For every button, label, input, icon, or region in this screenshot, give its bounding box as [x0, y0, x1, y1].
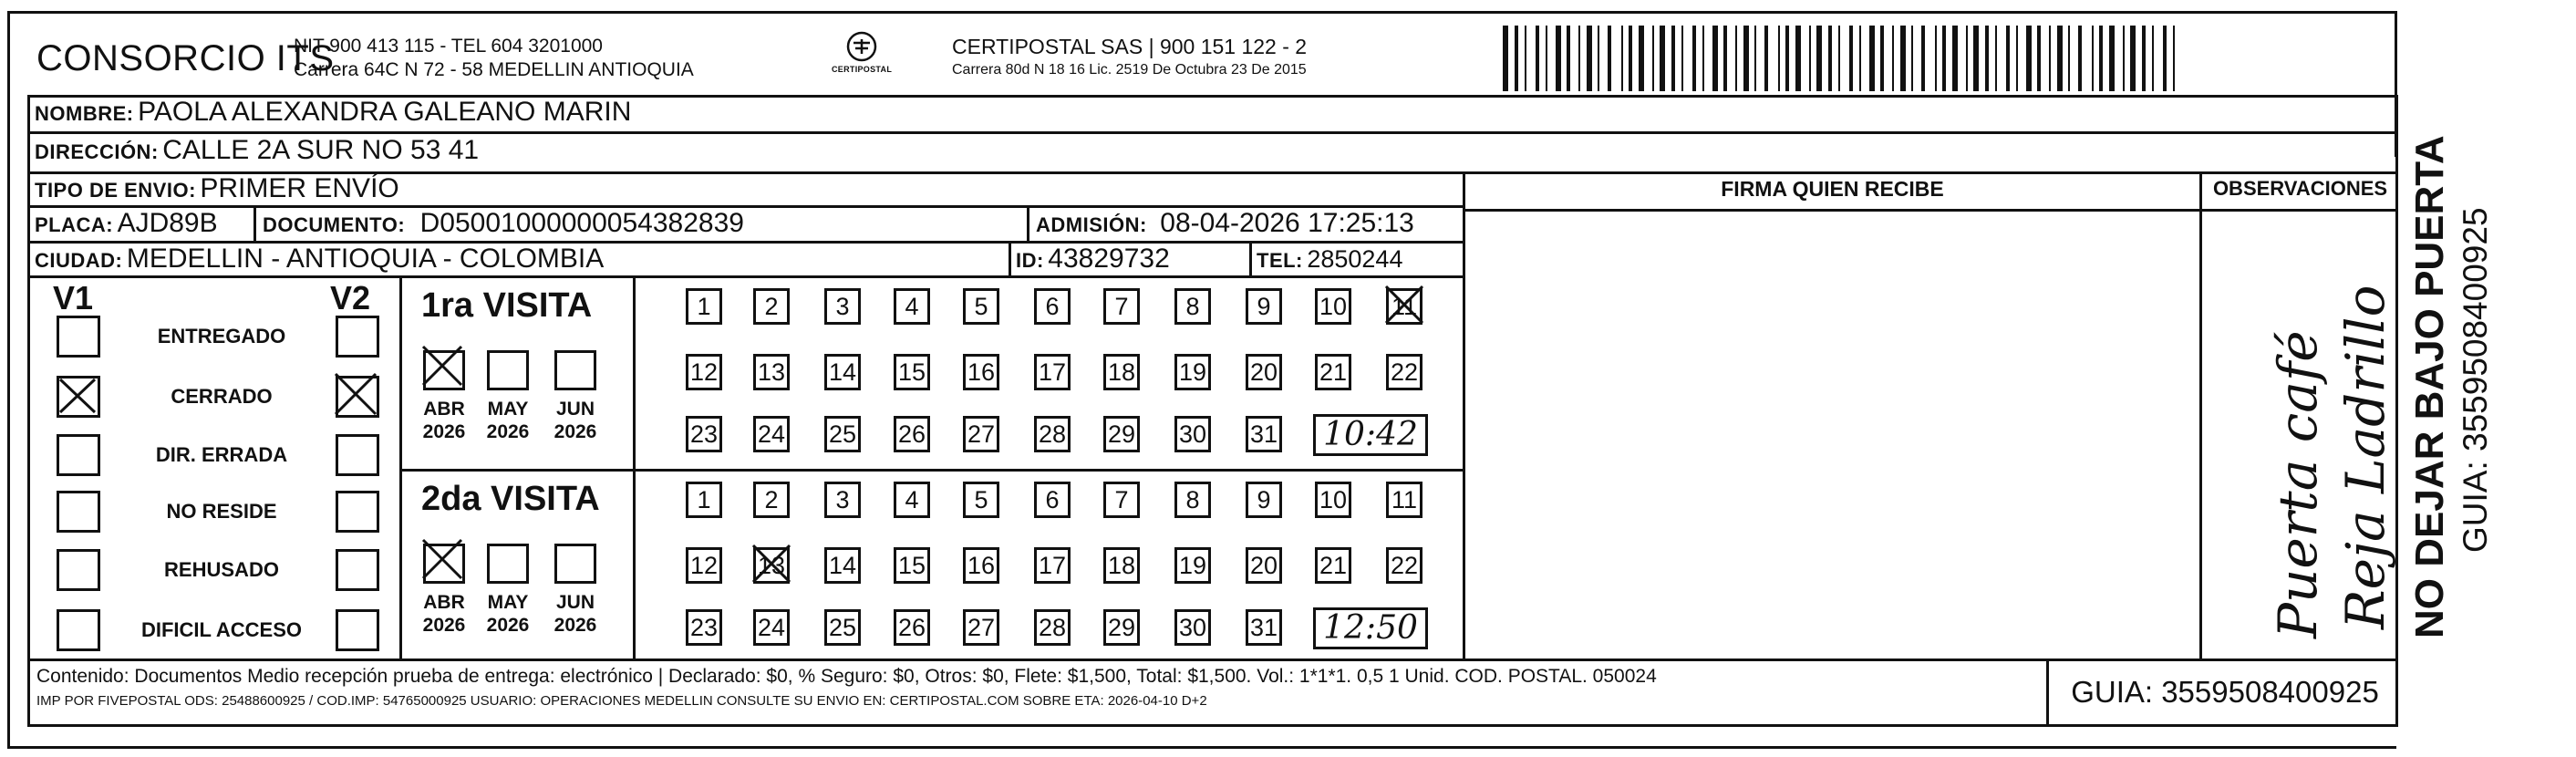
v2-checkbox[interactable] [336, 491, 379, 533]
barcode-bar [1515, 26, 1518, 91]
day-box[interactable]: 21 [1315, 547, 1351, 584]
barcode-bar [1849, 26, 1853, 91]
company-nit-tel: NIT 900 413 115 - TEL 604 3201000 [294, 36, 603, 57]
footer-imp: IMP POR FIVEPOSTAL ODS: 25488600925 / COD.IMP: 54765000925 USUARIO: OPERACIONES MEDELLIN CONSULTE SU ENVIO EN: CERTIPOSTAL.COM SOBRE ETA: 2026-04-10 D+2 [36, 693, 1207, 709]
day-box[interactable]: 26 [894, 609, 930, 646]
document-label: DOCUMENTO: [263, 213, 406, 236]
month-label [476, 398, 540, 443]
day-box[interactable]: 17 [1034, 354, 1071, 390]
day-check-mark [1384, 285, 1424, 325]
barcode-bar [1973, 26, 1979, 91]
day-box[interactable]: 10 [1315, 482, 1351, 518]
plate-label: PLACA: [35, 213, 114, 236]
v2-check-mark [334, 372, 378, 416]
rule-footer-guide [2046, 658, 2049, 727]
day-box[interactable]: 7 [1103, 482, 1140, 518]
visit-time-box[interactable]: 12:50 [1313, 607, 1428, 649]
name-label: NOMBRE: [35, 102, 134, 125]
barcode-bar [1952, 26, 1958, 91]
barcode-bar [2057, 26, 2063, 91]
company-address: Carrera 64C N 72 - 58 MEDELLIN ANTIOQUIA [294, 59, 694, 80]
barcode-bar [1816, 26, 1822, 91]
rule-admission [1027, 205, 1029, 241]
rule-id [1009, 241, 1011, 275]
v1-checkbox[interactable] [57, 434, 100, 476]
address-value: CALLE 2A SUR NO 53 41 [162, 135, 480, 165]
month-year: 2026 [422, 421, 466, 442]
barcode-bar [1629, 26, 1632, 91]
certipostal-logo-icon [843, 31, 880, 62]
day-box[interactable]: 8 [1174, 288, 1211, 325]
day-box[interactable]: 14 [824, 354, 861, 390]
city-label: CIUDAD: [35, 249, 123, 272]
month-label [543, 591, 607, 637]
name-row [35, 97, 631, 128]
barcode-bar [2173, 26, 2175, 91]
day-box[interactable]: 1 [686, 482, 722, 518]
barcode-bar [1639, 26, 1644, 91]
barcode-bar [1587, 26, 1592, 91]
month-label [543, 398, 607, 443]
rule-visits [399, 275, 402, 658]
handwritten-note-2: Reja Ladrillo [2334, 285, 2396, 629]
barcode-bar [1966, 26, 1968, 91]
v2-checkbox[interactable] [336, 316, 379, 358]
month-name: MAY [487, 399, 529, 420]
day-box[interactable]: 29 [1103, 416, 1140, 452]
month-name: MAY [487, 592, 529, 613]
month-label [412, 591, 476, 637]
day-box[interactable]: 24 [753, 609, 790, 646]
day-box[interactable]: 29 [1103, 609, 1140, 646]
address-row [35, 135, 479, 166]
status-option-label: CERRADO [171, 385, 273, 408]
day-box[interactable]: 6 [1034, 482, 1071, 518]
tel-row [1257, 245, 1402, 274]
month-year: 2026 [486, 615, 530, 636]
barcode-bar [1785, 26, 1789, 91]
barcode-bar [1764, 26, 1768, 91]
day-box[interactable]: 19 [1174, 354, 1211, 390]
barcode-bar [2026, 26, 2032, 91]
send-type-row [35, 173, 399, 204]
status-option-label: REHUSADO [164, 558, 279, 581]
day-box[interactable]: 22 [1386, 547, 1422, 584]
company-name: CONSORCIO ITS [36, 38, 335, 78]
bottom-rule [7, 746, 2396, 749]
day-box[interactable]: 6 [1034, 288, 1071, 325]
barcode-bar [2152, 26, 2154, 91]
month-name: ABR [423, 592, 465, 613]
logo-caption: CERTIPOSTAL [832, 65, 893, 74]
day-box[interactable]: 20 [1246, 547, 1282, 584]
barcode-bar [1809, 26, 1811, 91]
month-year: 2026 [422, 615, 466, 636]
barcode-bar [2006, 26, 2010, 91]
barcode-bar [1935, 26, 1937, 91]
barcode-bar [2092, 26, 2094, 91]
admission-label: ADMISIÓN: [1036, 213, 1147, 236]
rule-row5 [27, 275, 1463, 278]
month-checkbox[interactable] [487, 544, 529, 584]
barcode-bar [1702, 26, 1704, 91]
barcode-bar [1578, 26, 1580, 91]
send-type-value: PRIMER ENVÍO [200, 173, 399, 203]
plate-value: AJD89B [117, 208, 218, 238]
day-box[interactable]: 5 [963, 288, 999, 325]
barcode-bar [2130, 26, 2136, 91]
month-checkbox[interactable] [487, 350, 529, 390]
certipostal-logo [832, 31, 892, 74]
day-box[interactable]: 12 [686, 547, 722, 584]
barcode-bar [1735, 26, 1737, 91]
day-box[interactable]: 28 [1034, 416, 1071, 452]
v1-check-mark [58, 378, 97, 414]
side-notice: NO DEJAR BAJO PUERTA [2407, 135, 2452, 638]
day-box[interactable]: 13 [753, 354, 790, 390]
barcode-bar [1692, 26, 1696, 91]
admission-row [1036, 208, 1414, 239]
day-box[interactable]: 18 [1103, 547, 1140, 584]
barcode-bar [1778, 26, 1780, 91]
day-box[interactable]: 31 [1246, 416, 1282, 452]
barcode-bar [1828, 26, 1832, 91]
day-box[interactable]: 23 [686, 416, 722, 452]
month-label [412, 398, 476, 443]
month-name: JUN [555, 399, 595, 420]
barcode-bar [1660, 26, 1665, 91]
rule-visit-split [399, 469, 1463, 472]
day-box[interactable]: 2 [753, 482, 790, 518]
day-box[interactable]: 28 [1034, 609, 1071, 646]
day-box[interactable]: 16 [963, 547, 999, 584]
day-box[interactable]: 7 [1103, 288, 1140, 325]
barcode-bar [1921, 26, 1925, 91]
day-box[interactable]: 30 [1174, 609, 1211, 646]
v1-checkbox[interactable] [57, 609, 100, 651]
rule-row1 [27, 131, 2398, 134]
month-checkbox[interactable] [554, 544, 596, 584]
rule-tel [1249, 241, 1252, 275]
barcode-bar [1652, 26, 1654, 91]
barcode-bar [2109, 26, 2115, 91]
day-box[interactable]: 10 [1315, 288, 1351, 325]
day-box[interactable]: 9 [1246, 288, 1282, 325]
barcode-bar [2099, 26, 2103, 91]
day-box[interactable]: 3 [824, 288, 861, 325]
day-box[interactable]: 23 [686, 609, 722, 646]
id-row [1016, 244, 1170, 275]
barcode-bar [1671, 26, 1675, 91]
barcode-bar [1621, 26, 1623, 91]
city-row [35, 244, 604, 275]
day-box[interactable]: 21 [1315, 354, 1351, 390]
month-year: 2026 [553, 615, 597, 636]
barcode-bar [1681, 26, 1683, 91]
barcode-bar [1880, 26, 1884, 91]
day-box[interactable]: 13 [753, 547, 790, 584]
signature-header: FIRMA QUIEN RECIBE [1721, 177, 1944, 201]
day-box[interactable]: 19 [1174, 547, 1211, 584]
send-type-label: TIPO DE ENVIO: [35, 179, 196, 202]
day-box[interactable]: 25 [824, 609, 861, 646]
rule-plate [253, 205, 256, 241]
barcode-bar [1911, 26, 1913, 91]
day-box[interactable]: 27 [963, 416, 999, 452]
barcode-bar [2163, 26, 2167, 91]
courier-name: CERTIPOSTAL SAS | 900 151 122 - 2 [952, 35, 1308, 58]
visit-time-box[interactable]: 10:42 [1313, 414, 1428, 456]
day-box[interactable]: 11 [1386, 288, 1422, 325]
barcode-bar [1556, 26, 1561, 91]
day-box[interactable]: 14 [824, 547, 861, 584]
handwritten-note-1: Puerta café [2267, 330, 2329, 638]
day-box[interactable]: 16 [963, 354, 999, 390]
status-option-label: DIFICIL ACCESO [140, 618, 302, 641]
barcode-bar [1869, 26, 1875, 91]
barcode-bar [1598, 26, 1599, 91]
plate-row [35, 208, 218, 239]
visit-title: 2da VISITA [421, 480, 600, 518]
barcode-bar [1838, 26, 1840, 91]
barcode-bar [1892, 26, 1894, 91]
month-name: JUN [555, 592, 595, 613]
day-box[interactable]: 5 [963, 482, 999, 518]
status-option-label: DIR. ERRADA [155, 443, 288, 466]
rule-col-header [1463, 209, 2398, 212]
barcode-bar [1942, 26, 1946, 91]
document-row [263, 208, 744, 239]
city-value: MEDELLIN - ANTIOQUIA - COLOMBIA [126, 244, 605, 274]
day-box[interactable]: 2 [753, 288, 790, 325]
month-label [476, 591, 540, 637]
barcode-bar [1567, 26, 1570, 91]
barcode-bar [1503, 26, 1508, 91]
day-box[interactable]: 1 [686, 288, 722, 325]
day-box[interactable]: 3 [824, 482, 861, 518]
barcode-bar [2037, 26, 2041, 91]
day-box[interactable]: 17 [1034, 547, 1071, 584]
day-box[interactable]: 24 [753, 416, 790, 452]
admission-value: 08-04-2026 17:25:13 [1160, 208, 1414, 238]
month-name: ABR [423, 399, 465, 420]
v1-checkbox[interactable] [57, 549, 100, 591]
v1-label: V1 [53, 279, 94, 316]
barcode-bar [1985, 26, 1989, 91]
document-value: D05001000000054382839 [419, 208, 744, 238]
tel-label: TEL: [1257, 249, 1303, 272]
observations-header: OBSERVACIONES [2212, 177, 2388, 200]
barcode-bar [1546, 26, 1547, 91]
day-box[interactable]: 12 [686, 354, 722, 390]
v1-checkbox[interactable] [57, 316, 100, 358]
barcode-bar [2068, 26, 2070, 91]
v2-checkbox[interactable] [336, 434, 379, 476]
barcode-bar [1859, 26, 1861, 91]
barcode-bar [1525, 26, 1526, 91]
v1-checkbox[interactable] [57, 491, 100, 533]
rule-days [633, 275, 636, 658]
address-label: DIRECCIÓN: [35, 140, 159, 163]
month-year: 2026 [486, 421, 530, 442]
footer-content: Contenido: Documentos Medio recepción prueba de entrega: electrónico | Declarado: $0, % Seguro: $0, Otros: $0, Flete: $1,500, Total: $1,500. Vol.: 1*1*1. 0,5 1 Unid. COD. POSTAL. 050024 [36, 666, 1657, 687]
footer-guide: GUIA: 3559508400925 [2071, 675, 2379, 709]
day-box[interactable]: 15 [894, 547, 930, 584]
name-value: PAOLA ALEXANDRA GALEANO MARIN [138, 97, 632, 127]
rule-footer [27, 658, 2398, 661]
tel-value: 2850244 [1307, 245, 1403, 273]
day-box[interactable]: 30 [1174, 416, 1211, 452]
day-box[interactable]: 20 [1246, 354, 1282, 390]
rule-col-signature [1463, 171, 1465, 658]
barcode-bar [1900, 26, 1906, 91]
day-check-mark [751, 544, 791, 584]
day-box[interactable]: 26 [894, 416, 930, 452]
month-year: 2026 [553, 421, 597, 442]
rule-col-observations [2199, 171, 2202, 658]
barcode-bar [2142, 26, 2146, 91]
barcode-bar [1712, 26, 1718, 91]
day-box[interactable]: 31 [1246, 609, 1282, 646]
barcode-bar [2078, 26, 2082, 91]
day-box[interactable]: 9 [1246, 482, 1282, 518]
barcode-bar [1743, 26, 1749, 91]
barcode [1503, 26, 2181, 91]
status-option-label: NO RESIDE [166, 500, 277, 523]
barcode-bar [2123, 26, 2125, 91]
courier-address: Carrera 80d N 18 16 Lic. 2519 De Octubra 23 De 2015 [952, 62, 1307, 78]
day-box[interactable]: 18 [1103, 354, 1140, 390]
barcode-bar [1795, 26, 1801, 91]
day-box[interactable]: 8 [1174, 482, 1211, 518]
side-guide: GUIA: 3559508400925 [2457, 207, 2494, 553]
barcode-bar [1995, 26, 1997, 91]
barcode-bar [1754, 26, 1756, 91]
top-rule [7, 11, 2396, 14]
barcode-bar [1536, 26, 1539, 91]
barcode-bar [2016, 26, 2018, 91]
id-value: 43829732 [1048, 244, 1170, 274]
day-box[interactable]: 22 [1386, 354, 1422, 390]
left-rule [7, 11, 10, 748]
v2-checkbox[interactable] [336, 609, 379, 651]
id-label: ID: [1016, 249, 1044, 272]
month-checkbox[interactable] [554, 350, 596, 390]
barcode-bar [2049, 26, 2051, 91]
day-box[interactable]: 4 [894, 482, 930, 518]
v2-checkbox[interactable] [336, 549, 379, 591]
barcode-bar [1723, 26, 1727, 91]
day-box[interactable]: 11 [1386, 482, 1422, 518]
v2-label: V2 [330, 279, 371, 316]
day-box[interactable]: 27 [963, 609, 999, 646]
barcode-bar [1608, 26, 1611, 91]
month-check-mark [421, 538, 463, 580]
visit-title: 1ra VISITA [421, 286, 593, 325]
status-option-label: ENTREGADO [157, 325, 286, 347]
day-box[interactable]: 15 [894, 354, 930, 390]
day-box[interactable]: 4 [894, 288, 930, 325]
day-box[interactable]: 25 [824, 416, 861, 452]
month-check-mark [421, 345, 463, 387]
